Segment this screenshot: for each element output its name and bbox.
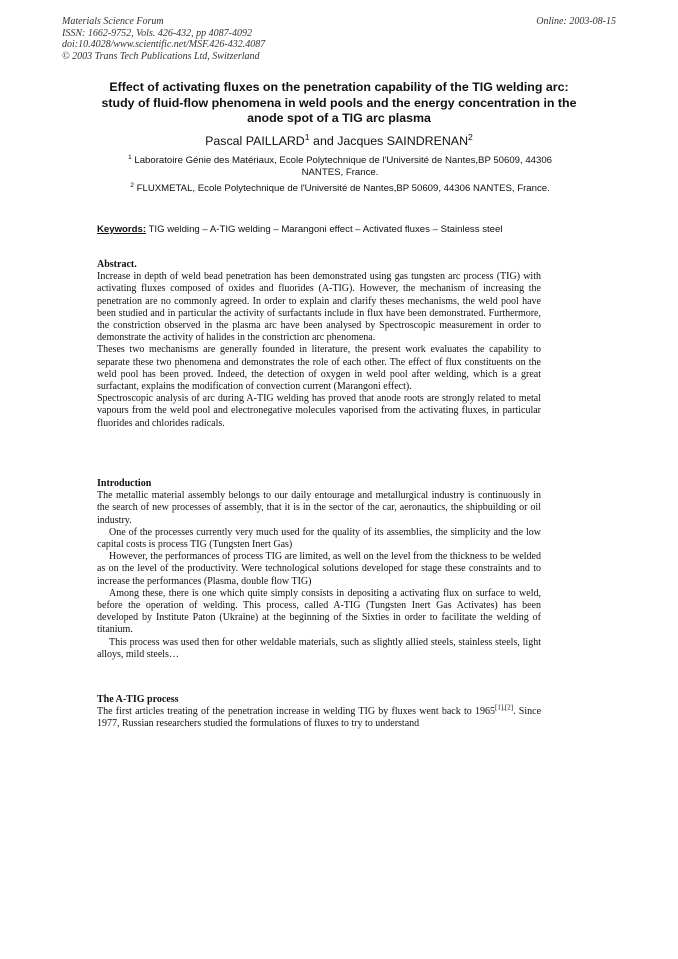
abstract-paragraph: Theses two mechanisms are generally founded in literature, the present work evaluates the capability to separate these two phenomena and demonstrates the role of each other. The effect of flux constituents on the weld pool has been proved. Indeed, the detection of oxygen in weld pool after welding, which is a great surfactant, explains the modification of convection current (Marangoni effect). bbox=[97, 344, 541, 393]
abstract-heading: Abstract. bbox=[97, 259, 137, 270]
affiliation-text: Laboratoire Génie des Matériaux, Ecole Polytechnique de l'Université de Nantes,BP 50609, 44306 NANTES, France. bbox=[134, 155, 553, 179]
keywords-text: TIG welding – A-TIG welding – Marangoni effect – Activated fluxes – Stainless steel bbox=[148, 224, 503, 235]
keywords-label: Keywords: bbox=[97, 224, 147, 235]
copyright-line: © 2003 Trans Tech Publications Ltd, Switzerland bbox=[62, 50, 260, 62]
atig-section bbox=[97, 694, 541, 731]
atig-text: . Since 1977, Russian researchers studied the formulations of fluxes to try to understand bbox=[97, 706, 542, 730]
issn-line: ISSN: 1662-9752, Vols. 426-432, pp 4087-4092 bbox=[62, 27, 252, 39]
doi-link[interactable]: doi:10.4028/www.scientific.net/MSF.426-432.4087 bbox=[62, 39, 266, 50]
author-name: Pascal PAILLARD bbox=[205, 134, 305, 148]
keywords-line bbox=[97, 224, 547, 236]
introduction-paragraph: This process was used then for other weldable materials, such as slightly allied steels, stainless steels, light alloys, mild steels… bbox=[97, 636, 541, 660]
introduction-paragraph: The metallic material assembly belongs to our daily entourage and metallurgical industry is continuously in the search of new processes of assembly, that it is in the sector of the car, aeronautics, the shipbuilding or oil industry. bbox=[97, 490, 541, 526]
affiliation-1 bbox=[110, 155, 570, 180]
introduction-paragraph: One of the processes currently very much used for the quality of its assemblies, the simplicity and the low capital costs is process TIG (Tungsten Inert Gas) bbox=[97, 526, 541, 551]
author-conjunction: and bbox=[313, 134, 334, 148]
affiliation-number: 1 bbox=[127, 153, 132, 161]
online-date: Online: 2003-08-15 bbox=[536, 16, 616, 27]
atig-paragraph bbox=[97, 703, 542, 730]
affiliation-number: 2 bbox=[130, 181, 134, 189]
abstract-section bbox=[97, 259, 541, 430]
introduction-paragraph: Among these, there is one which quite simply consists in depositing a activating flux on surface to weld, before the operation of welding. This process, called A-TIG (Tungsten Inert Gas Activates) has been developed by Institute Paton (Ukraine) at the beginning of the Sixties in order to facilitate the welding of titanium. bbox=[97, 587, 541, 636]
affiliation-marker: 1 bbox=[304, 131, 310, 142]
journal-header bbox=[62, 16, 265, 62]
author-name: Jacques SAINDRENAN bbox=[337, 134, 469, 148]
citation-ref[interactable]: [1],[2] bbox=[494, 703, 514, 712]
author-line bbox=[95, 131, 583, 149]
introduction-section bbox=[97, 478, 541, 661]
introduction-heading: Introduction bbox=[97, 478, 152, 489]
paper-title: Effect of activating fluxes on the penetration capability of the TIG welding arc: study of fluid-flow phenomena in weld pools and the energy concentration in the anode spot of a TIG arc plasma bbox=[101, 80, 577, 125]
atig-heading: The A-TIG process bbox=[97, 694, 179, 705]
affiliation-2 bbox=[110, 183, 570, 195]
atig-text: The first articles treating of the penetration increase in welding TIG by fluxes went back to 1965 bbox=[97, 706, 495, 718]
abstract-paragraph: Spectroscopic analysis of arc during A-TIG welding has proved that anode roots are strongly related to metal vapours from the weld pool and electronegative molecules vaporised from the activating fluxes, in particular fluorides and chlorides radicals. bbox=[97, 393, 541, 429]
affiliation-marker: 2 bbox=[468, 131, 473, 142]
introduction-paragraph: However, the performances of process TIG are limited, as well on the level from the thickness to be welded as on the level of the productivity. Were technological solutions developed for stage these constraints and to increase the performances (Plasma, double flow TIG) bbox=[97, 551, 541, 587]
abstract-paragraph: Increase in depth of weld bead penetration has been demonstrated using gas tungsten arc process (TIG) with activating fluxes composed of oxides and fluorides (A-TIG). However, the mechanism of increasing the penetration are no commonly agreed. In order to explain and clarify theses mechanisms, the weld pool have been studied and in particular the activity of surfactants include in flux have been demonstrated. Furthermore, the constriction observed in the plasma arc have been analysed by Spectroscopic measurement in order to demonstrate the activity of halides in the constriction arc phenomena. bbox=[97, 271, 541, 344]
affiliation-text: FLUXMETAL, Ecole Polytechnique de l'Université de Nantes,BP 50609, 44306 NANTES, France. bbox=[136, 183, 550, 194]
journal-name: Materials Science Forum bbox=[62, 16, 164, 27]
